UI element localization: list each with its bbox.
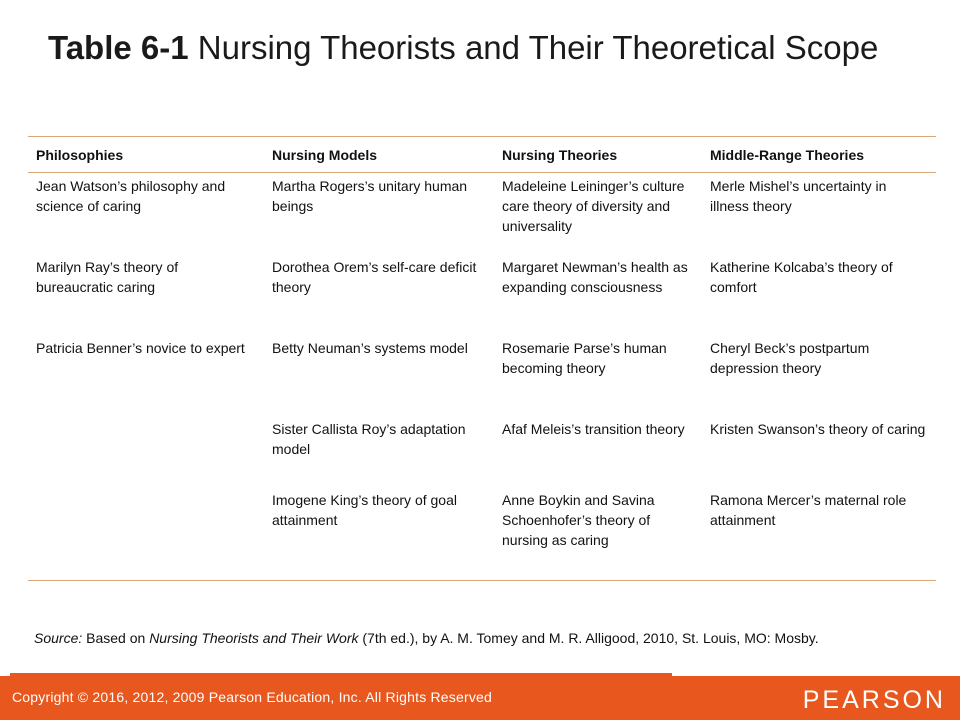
table-row xyxy=(28,254,936,335)
source-work-title: Nursing Theorists and Their Work xyxy=(149,630,359,646)
source-suffix: (7th ed.), by A. M. Tomey and M. R. Alligood, 2010, St. Louis, MO: Mosby. xyxy=(358,630,819,646)
table-cell: Dorothea Orem’s self-care deficit theory xyxy=(272,259,477,295)
pearson-logo: PEARSON xyxy=(802,686,946,714)
theorists-table xyxy=(28,136,936,581)
table-cell: Kristen Swanson’s theory of caring xyxy=(710,421,926,437)
table-cell: Cheryl Beck’s postpartum depression theory xyxy=(710,340,870,376)
table-cell: Imogene King’s theory of goal attainment xyxy=(264,487,494,581)
source-citation xyxy=(34,627,924,649)
table-header-row xyxy=(28,137,936,173)
slide-title xyxy=(48,26,928,70)
header-middle-range-theories: Middle-Range Theories xyxy=(702,137,936,173)
table-cell: Martha Rogers’s unitary human beings xyxy=(272,178,468,214)
table-cell: Jean Watson’s philosophy and science of caring xyxy=(36,178,226,214)
table-cell: Sister Callista Roy’s adaptation model xyxy=(272,421,466,457)
table-cell: Ramona Mercer’s maternal role attainment xyxy=(702,487,936,581)
table-title-text: Nursing Theorists and Their Theoretical Scope xyxy=(197,29,879,66)
table-row xyxy=(28,416,936,487)
source-label: Source: xyxy=(34,630,83,646)
table-row xyxy=(28,173,936,255)
header-nursing-models: Nursing Models xyxy=(264,137,494,173)
table-cell: Merle Mishel’s uncertainty in illness theory xyxy=(710,178,887,214)
copyright-text: Copyright © 2016, 2012, 2009 Pearson Education, Inc. All Rights Reserved xyxy=(12,689,492,705)
table-row xyxy=(28,335,936,416)
table-cell: Madeleine Leininger’s culture care theory of diversity and universality xyxy=(502,178,685,234)
table-cell: Rosemarie Parse’s human becoming theory xyxy=(502,340,667,376)
table-cell: Katherine Kolcaba’s theory of comfort xyxy=(710,259,893,295)
table-row xyxy=(28,487,936,581)
table-cell: Marilyn Ray’s theory of bureaucratic caring xyxy=(36,259,179,295)
table-cell: Betty Neuman’s systems model xyxy=(272,340,468,356)
table-cell: Anne Boykin and Savina Schoenhofer’s theory of nursing as caring xyxy=(494,487,702,581)
table-cell: Margaret Newman’s health as expanding consciousness xyxy=(502,259,688,295)
table-label: Table 6-1 xyxy=(48,29,189,66)
table-cell: Patricia Benner’s novice to expert xyxy=(36,340,245,356)
table-cell xyxy=(28,416,264,487)
header-philosophies: Philosophies xyxy=(28,137,264,173)
table-cell xyxy=(28,487,264,581)
header-nursing-theories: Nursing Theories xyxy=(494,137,702,173)
source-prefix: Based on xyxy=(82,630,150,646)
table-cell: Afaf Meleis’s transition theory xyxy=(502,421,685,437)
